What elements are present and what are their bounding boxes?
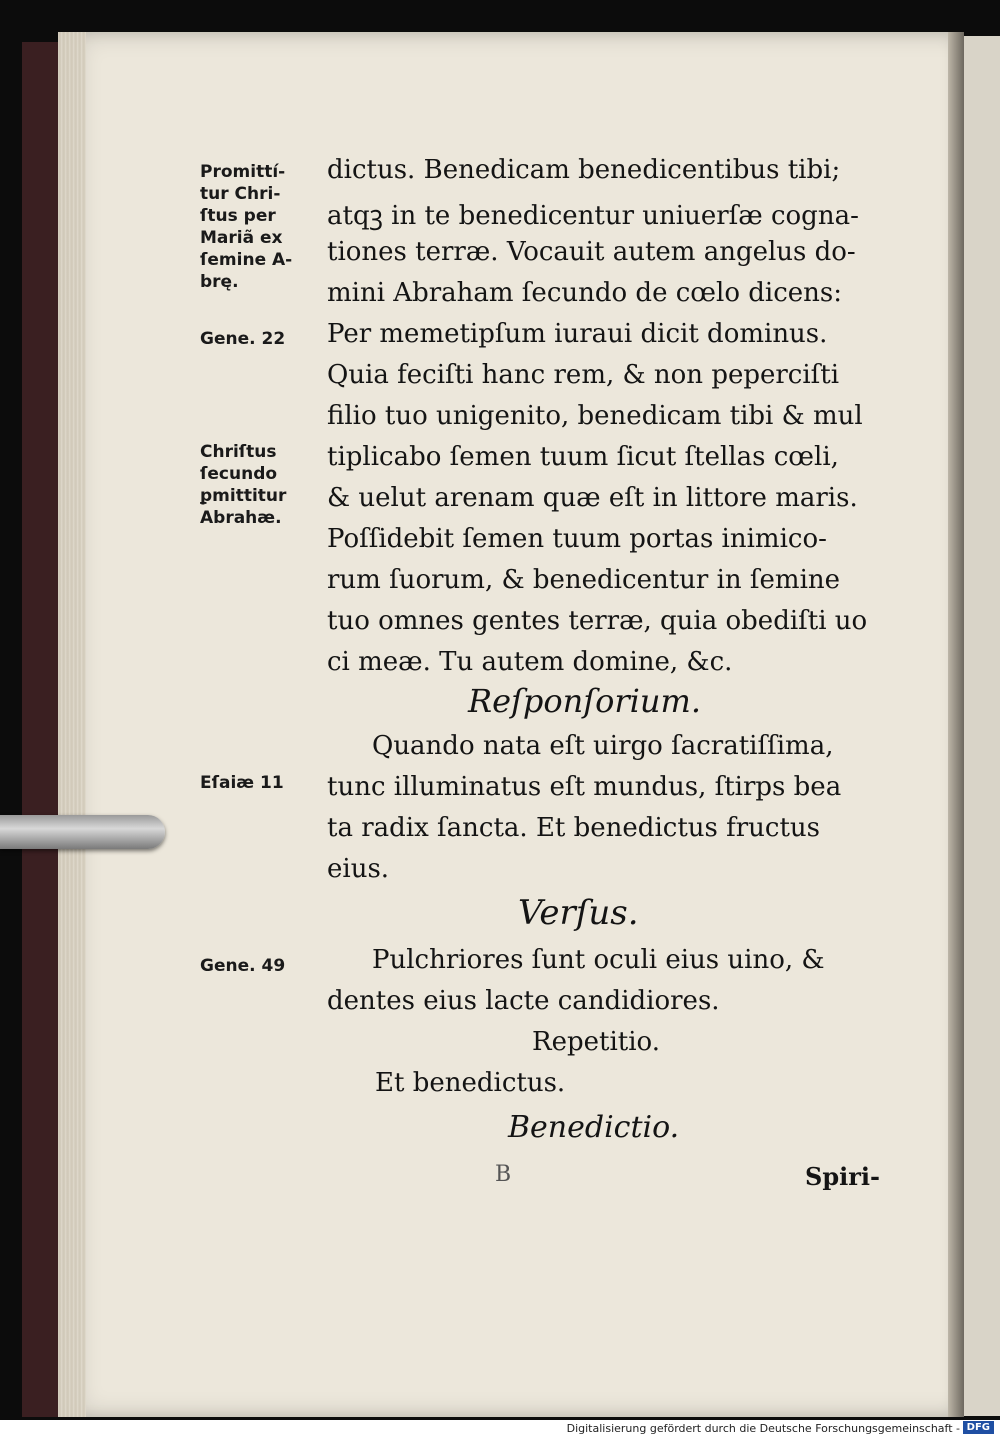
margin-line: ſecundo: [200, 464, 278, 484]
dfg-logo: DFG: [963, 1421, 994, 1434]
body-line: ci meæ. Tu autem domine, &c.: [327, 647, 733, 677]
responsorium-line: ta radix ſancta. Et benedictus fructus: [327, 813, 821, 843]
versus-line: Pulchriores ſunt oculi eius uino, &: [372, 945, 825, 975]
margin-line: tur Chri-: [200, 184, 281, 204]
repetitio-label: Repetitio.: [532, 1027, 660, 1057]
margin-line: Chriſtus: [200, 442, 277, 462]
facing-page-edge: [964, 36, 1000, 1416]
et-benedictus: Et benedictus.: [375, 1068, 566, 1098]
body-line: dictus. Benedicam benedicentibus tibi;: [327, 155, 841, 185]
footer-credit: Digitalisierung gefördert durch die Deutsche Forschungsgemeinschaft -: [566, 1422, 960, 1435]
margin-line: ꝑmittitur: [200, 486, 287, 506]
body-line: Quia feciſti hanc rem, & non peperciſti: [327, 360, 840, 390]
body-line: Poſſidebit ſemen tuum portas inimico-: [327, 524, 827, 554]
responsorium-heading: Reſponſorium.: [468, 682, 701, 720]
body-line: mini Abraham ſecundo de cœlo dicens:: [327, 278, 842, 308]
margin-line: Eſaiæ 11: [200, 773, 284, 793]
catchword: Spiri-: [805, 1162, 880, 1191]
body-line: rum ſuorum, & benedicentur in ſemine: [327, 565, 841, 595]
page-stack-edge: [58, 32, 86, 1417]
body-line: filio tuo unigenito, benedicam tibi & mul: [327, 401, 863, 431]
versus-heading: Verſus.: [518, 893, 639, 933]
margin-line: Mariã ex: [200, 228, 283, 248]
benedictio-heading: Benedictio.: [508, 1110, 680, 1145]
margin-note-gene-49: [200, 955, 285, 977]
versus-line: dentes eius lacte candidiores.: [327, 986, 720, 1016]
body-line: tiplicabo ſemen tuum ſicut ſtellas cœli,: [327, 442, 839, 472]
margin-line: Abrahæ.: [200, 508, 282, 528]
body-line: atqꝫ in te benedicentur uniuerſæ cogna-: [327, 201, 859, 231]
book-cover-edge: [22, 42, 62, 1417]
body-line: tiones terræ. Vocauit autem angelus do-: [327, 237, 856, 267]
margin-line: Promittí-: [200, 162, 286, 182]
margin-line: ſemine A-: [200, 250, 293, 270]
body-line: tuo omnes gentes terræ, quia obediſti uo: [327, 606, 868, 636]
margin-line: ſtus per: [200, 206, 276, 226]
margin-line: Gene. 22: [200, 329, 286, 349]
margin-note-esaiae-11: [200, 772, 284, 794]
margin-line: brę.: [200, 272, 239, 292]
responsorium-line: Quando nata eſt uirgo ſacratiſſima,: [372, 731, 834, 761]
margin-note-promittitur: [200, 161, 292, 293]
responsorium-line: eius.: [327, 854, 390, 884]
body-line: & uelut arenam quæ eſt in littore maris.: [327, 483, 858, 513]
signature-mark: B: [495, 1162, 512, 1187]
margin-note-gene-22: [200, 328, 285, 350]
margin-line: Gene. 49: [200, 956, 286, 976]
responsorium-line: tunc illuminatus eſt mundus, ſtirps bea: [327, 772, 842, 802]
book-gutter: [948, 32, 964, 1417]
page-clip: [0, 815, 165, 849]
body-line: Per memetipſum iuraui dicit dominus.: [327, 319, 828, 349]
margin-note-christus: [200, 441, 286, 529]
